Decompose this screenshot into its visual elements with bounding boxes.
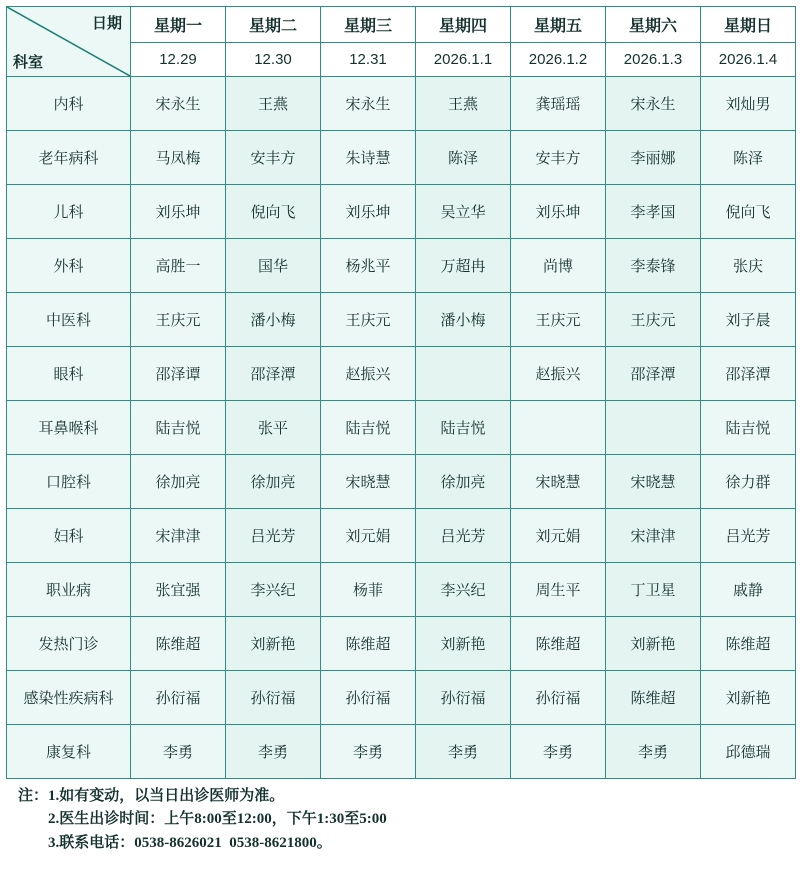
note-line-3: 3.联系电话：0538-8626021 0538-8621800。 [18, 834, 332, 851]
doctor-cell: 刘乐坤 [321, 185, 416, 239]
doctor-cell: 吕光芳 [701, 509, 796, 563]
doctor-cell: 宋晓慧 [321, 455, 416, 509]
department-label: 外科 [7, 239, 131, 293]
header-weekday-row [7, 7, 796, 43]
doctor-cell: 宋晓慧 [511, 455, 606, 509]
doctor-cell: 潘小梅 [416, 293, 511, 347]
schedule-body [7, 7, 796, 779]
weekday-header-1: 星期一 [131, 7, 226, 43]
date-header-6: 2026.1.3 [606, 43, 701, 77]
doctor-cell: 宋永生 [131, 77, 226, 131]
table-row [7, 617, 796, 671]
department-label: 发热门诊 [7, 617, 131, 671]
date-header-4: 2026.1.1 [416, 43, 511, 77]
doctor-cell [511, 401, 606, 455]
doctor-cell: 徐力群 [701, 455, 796, 509]
doctor-cell: 李勇 [606, 725, 701, 779]
doctor-cell: 孙衍福 [321, 671, 416, 725]
doctor-cell: 陆吉悦 [701, 401, 796, 455]
doctor-cell: 李丽娜 [606, 131, 701, 185]
department-label: 康复科 [7, 725, 131, 779]
doctor-cell: 李勇 [131, 725, 226, 779]
doctor-cell: 陈维超 [606, 671, 701, 725]
doctor-cell: 王庆元 [321, 293, 416, 347]
doctor-cell: 刘元娟 [321, 509, 416, 563]
doctor-cell: 刘子晨 [701, 293, 796, 347]
doctor-cell: 吴立华 [416, 185, 511, 239]
weekday-header-2: 星期二 [226, 7, 321, 43]
weekday-header-4: 星期四 [416, 7, 511, 43]
department-label: 职业病 [7, 563, 131, 617]
department-label: 妇科 [7, 509, 131, 563]
doctor-cell: 刘乐坤 [131, 185, 226, 239]
note-line-1: 注：1.如有变动，以当日出诊医师为准。 [18, 788, 285, 804]
date-header-5: 2026.1.2 [511, 43, 606, 77]
department-label: 眼科 [7, 347, 131, 401]
doctor-cell: 刘新艳 [416, 617, 511, 671]
table-row [7, 185, 796, 239]
doctor-cell: 陈维超 [321, 617, 416, 671]
doctor-cell: 赵振兴 [511, 347, 606, 401]
doctor-cell: 邵泽潭 [701, 347, 796, 401]
table-row [7, 401, 796, 455]
table-row [7, 131, 796, 185]
doctor-cell: 王庆元 [511, 293, 606, 347]
corner-header-cell [7, 7, 131, 77]
table-row [7, 509, 796, 563]
doctor-cell: 孙衍福 [131, 671, 226, 725]
doctor-cell: 陈维超 [511, 617, 606, 671]
doctor-cell: 宋永生 [321, 77, 416, 131]
department-label: 中医科 [7, 293, 131, 347]
table-row [7, 671, 796, 725]
doctor-cell: 陆吉悦 [131, 401, 226, 455]
weekday-header-7: 星期日 [701, 7, 796, 43]
department-label: 口腔科 [7, 455, 131, 509]
doctor-cell: 李勇 [321, 725, 416, 779]
doctor-cell: 周生平 [511, 563, 606, 617]
doctor-cell: 李兴纪 [416, 563, 511, 617]
doctor-cell: 徐加亮 [416, 455, 511, 509]
doctor-cell: 陈泽 [416, 131, 511, 185]
doctor-cell: 丁卫星 [606, 563, 701, 617]
doctor-cell: 尚博 [511, 239, 606, 293]
doctor-cell: 李孝国 [606, 185, 701, 239]
doctor-cell: 倪向飞 [226, 185, 321, 239]
doctor-cell: 孙衍福 [416, 671, 511, 725]
doctor-cell: 张平 [226, 401, 321, 455]
doctor-cell: 赵振兴 [321, 347, 416, 401]
doctor-cell: 杨兆平 [321, 239, 416, 293]
doctor-cell: 戚静 [701, 563, 796, 617]
outpatient-schedule-table [6, 6, 796, 779]
doctor-cell: 刘新艳 [226, 617, 321, 671]
corner-dept-label: 科室 [13, 54, 44, 71]
doctor-cell: 张庆 [701, 239, 796, 293]
doctor-cell: 陆吉悦 [321, 401, 416, 455]
doctor-cell: 龚瑶瑶 [511, 77, 606, 131]
doctor-cell: 徐加亮 [226, 455, 321, 509]
doctor-cell: 安丰方 [226, 131, 321, 185]
department-label: 感染性疾病科 [7, 671, 131, 725]
doctor-cell: 邵泽潭 [606, 347, 701, 401]
doctor-cell: 李泰锋 [606, 239, 701, 293]
doctor-cell: 刘新艳 [701, 671, 796, 725]
date-header-1: 12.29 [131, 43, 226, 77]
doctor-cell: 朱诗慧 [321, 131, 416, 185]
notes-block [6, 785, 794, 855]
weekday-header-5: 星期五 [511, 7, 606, 43]
table-row [7, 455, 796, 509]
doctor-cell: 宋永生 [606, 77, 701, 131]
department-label: 内科 [7, 77, 131, 131]
doctor-cell: 杨菲 [321, 563, 416, 617]
doctor-cell: 邱德瑞 [701, 725, 796, 779]
doctor-cell: 刘元娟 [511, 509, 606, 563]
doctor-cell: 倪向飞 [701, 185, 796, 239]
department-label: 老年病科 [7, 131, 131, 185]
doctor-cell: 刘灿男 [701, 77, 796, 131]
doctor-cell: 陆吉悦 [416, 401, 511, 455]
date-header-2: 12.30 [226, 43, 321, 77]
table-row [7, 725, 796, 779]
doctor-cell: 陈维超 [131, 617, 226, 671]
doctor-cell: 潘小梅 [226, 293, 321, 347]
doctor-cell: 陈泽 [701, 131, 796, 185]
doctor-cell: 孙衍福 [511, 671, 606, 725]
doctor-cell [606, 401, 701, 455]
doctor-cell: 邵泽潭 [226, 347, 321, 401]
doctor-cell: 吕光芳 [226, 509, 321, 563]
table-row [7, 563, 796, 617]
doctor-cell: 孙衍福 [226, 671, 321, 725]
doctor-cell: 宋津津 [131, 509, 226, 563]
note-line-2: 2.医生出诊时间：上午8:00至12:00，下午1:30至5:00 [18, 811, 387, 828]
corner-date-label: 日期 [91, 15, 122, 32]
date-header-7: 2026.1.4 [701, 43, 796, 77]
doctor-cell: 陈维超 [701, 617, 796, 671]
doctor-cell: 王庆元 [606, 293, 701, 347]
doctor-cell: 李勇 [416, 725, 511, 779]
table-row [7, 293, 796, 347]
doctor-cell: 安丰方 [511, 131, 606, 185]
doctor-cell: 刘新艳 [606, 617, 701, 671]
doctor-cell: 李兴纪 [226, 563, 321, 617]
doctor-cell: 宋晓慧 [606, 455, 701, 509]
department-label: 儿科 [7, 185, 131, 239]
doctor-cell: 国华 [226, 239, 321, 293]
table-row [7, 239, 796, 293]
doctor-cell: 王燕 [416, 77, 511, 131]
weekday-header-6: 星期六 [606, 7, 701, 43]
doctor-cell [416, 347, 511, 401]
doctor-cell: 吕光芳 [416, 509, 511, 563]
doctor-cell: 李勇 [226, 725, 321, 779]
doctor-cell: 宋津津 [606, 509, 701, 563]
doctor-cell: 马凤梅 [131, 131, 226, 185]
table-row [7, 77, 796, 131]
doctor-cell: 王庆元 [131, 293, 226, 347]
department-label: 耳鼻喉科 [7, 401, 131, 455]
doctor-cell: 邵泽谭 [131, 347, 226, 401]
weekday-header-3: 星期三 [321, 7, 416, 43]
doctor-cell: 万超冉 [416, 239, 511, 293]
doctor-cell: 刘乐坤 [511, 185, 606, 239]
table-row [7, 347, 796, 401]
doctor-cell: 高胜一 [131, 239, 226, 293]
doctor-cell: 徐加亮 [131, 455, 226, 509]
doctor-cell: 李勇 [511, 725, 606, 779]
doctor-cell: 张宜强 [131, 563, 226, 617]
date-header-3: 12.31 [321, 43, 416, 77]
doctor-cell: 王燕 [226, 77, 321, 131]
